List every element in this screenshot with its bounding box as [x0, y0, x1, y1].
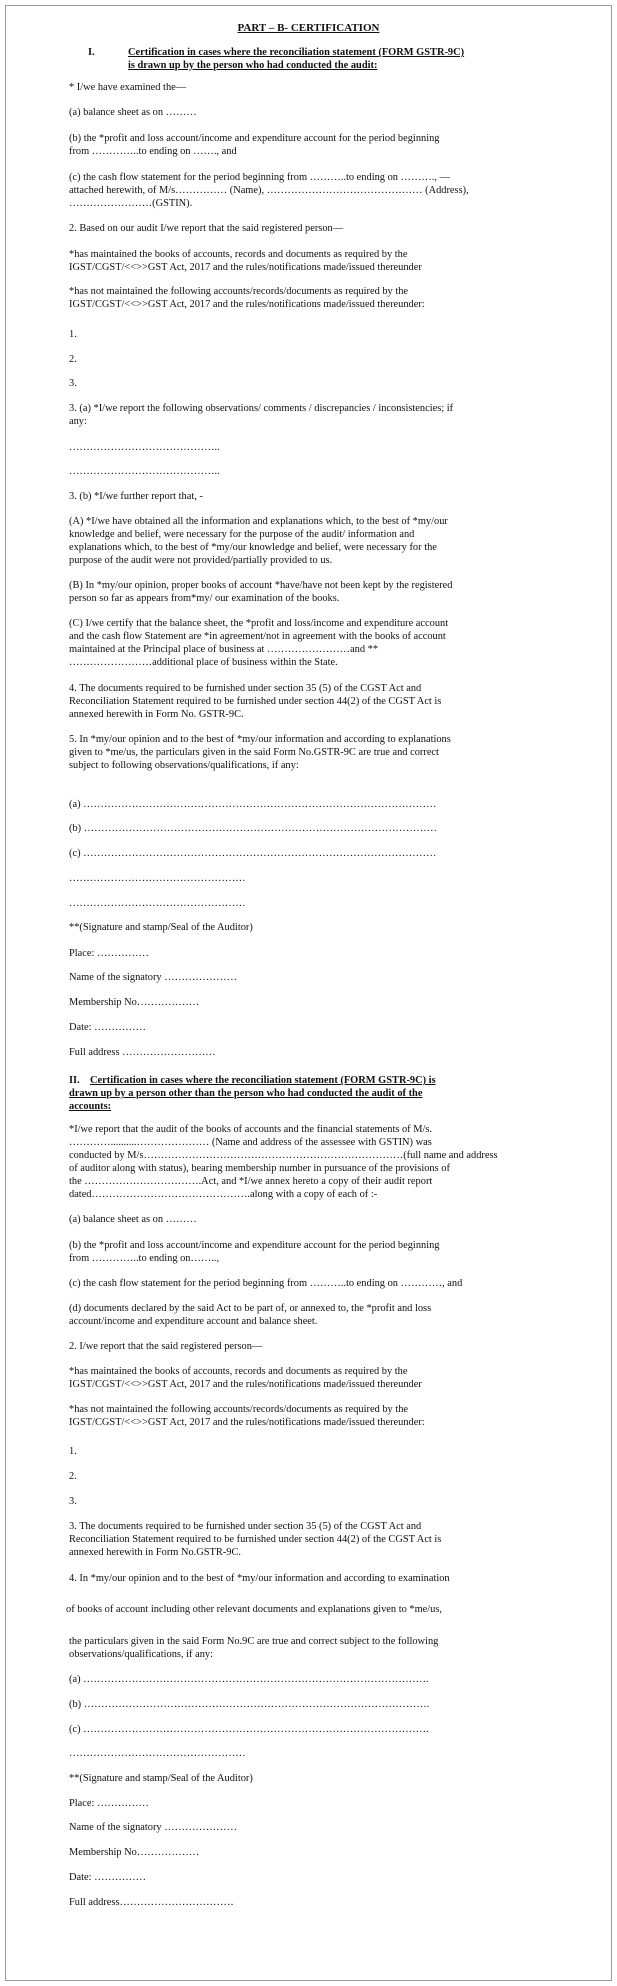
observations-line1: 3. (a) *I/we report the following observations/ comments / discrepancies / inconsistencies; if [69, 403, 454, 414]
s2-para-3-line1: 3. The documents required to be furnished under section 35 (5) of the CGST Act and [69, 1521, 422, 1532]
s2-para-4-line2: of books of account including other relevant documents and explanations given to *me/us, [66, 1604, 442, 1615]
section1-heading-line2: is drawn up by the person who had conducted the audit: [128, 60, 378, 71]
observation-a: (a) ………………………………………………………………………………………… [69, 799, 437, 810]
observations-dots1: …………………………………….. [69, 442, 220, 453]
list-item-1: 1. [69, 329, 77, 340]
section2-heading-line2: drawn up by a person other than the person who had conducted the audit of the [69, 1088, 423, 1099]
s2-signature-label: **(Signature and stamp/Seal of the Auditor) [69, 1773, 253, 1784]
s2-list-item-2: 2. [69, 1471, 77, 1482]
s2-has-maintained-line2: IGST/CGST/<<>>GST Act, 2017 and the rules/notifications made/issued thereunder [69, 1379, 422, 1390]
s2-has-maintained-line1: *has maintained the books of accounts, records and documents as required by the [69, 1366, 408, 1377]
s2-profit-loss-line2: from …………..to ending on…….., [69, 1253, 220, 1264]
s2-has-not-maintained-line1: *has not maintained the following accounts/records/documents as required by the [69, 1404, 409, 1415]
para-A-line1: (A) *I/we have obtained all the information and explanations which, to the best of *my/our [69, 516, 448, 527]
s2-signatory-name-field: Name of the signatory ………………… [69, 1822, 237, 1833]
has-not-maintained-line2: IGST/CGST/<<>>GST Act, 2017 and the rules/notifications made/issued thereunder: [69, 299, 425, 310]
section1-number: I. [88, 47, 95, 58]
para-B-line1: (B) In *my/our opinion, proper books of account *have/have not been kept by the registered [69, 580, 453, 591]
para-A-line2: knowledge and belief, were necessary for the purpose of the audit/ information and [69, 529, 415, 540]
address-field: Full address ……………………… [69, 1047, 216, 1058]
has-maintained-line1: *has maintained the books of accounts, records and documents as required by the [69, 249, 408, 260]
based-on-audit: 2. Based on our audit I/we report that the said registered person— [69, 223, 344, 234]
observation-dots2: …………………………………………… [69, 898, 246, 909]
further-report: 3. (b) *I/we further report that, - [69, 491, 203, 502]
s2-para-4-line4: observations/qualifications, if any: [69, 1649, 213, 1660]
s2-profit-loss-line1: (b) the *profit and loss account/income and expenditure account for the period beginning [69, 1240, 440, 1251]
s2-para-3-line2: Reconciliation Statement required to be furnished under section 44(2) of the CGST Act is [69, 1534, 442, 1545]
section2-heading-line1: Certification in cases where the reconciliation statement (FORM GSTR-9C) is [90, 1075, 436, 1086]
para-5-line1: 5. In *my/our opinion and to the best of *my/our information and according to explanations [69, 734, 451, 745]
place-field: Place: …………… [69, 948, 149, 959]
s2-documents-line1: (d) documents declared by the said Act to be part of, or annexed to, the *profit and loss [69, 1303, 432, 1314]
cash-flow-line3: ……………………(GSTIN). [69, 198, 193, 209]
report-line4: of auditor along with status), bearing membership number in pursuance of the provisions of [69, 1163, 450, 1174]
s2-balance-sheet-line: (a) balance sheet as on ……… [69, 1214, 197, 1225]
examined-text: * I/we have examined the— [69, 82, 187, 93]
para-C-line2: and the cash flow Statement are *in agreement/not in agreement with the books of account [69, 631, 446, 642]
observations-line2: any: [69, 416, 87, 427]
date-field: Date: …………… [69, 1022, 147, 1033]
s2-list-item-1: 1. [69, 1446, 77, 1457]
s2-observation-a: (a) ………………………………………………………………………………………. [69, 1674, 429, 1685]
section2-heading-line3: accounts: [69, 1101, 112, 1112]
s2-para-3-line3: annexed herewith in Form No.GSTR-9C. [69, 1547, 241, 1558]
list-item-2: 2. [69, 354, 77, 365]
signature-label: **(Signature and stamp/Seal of the Auditor) [69, 922, 253, 933]
s2-place-field: Place: …………… [69, 1798, 149, 1809]
has-maintained-line2: IGST/CGST/<<>>GST Act, 2017 and the rules/notifications made/issued thereunder [69, 262, 422, 273]
report-line2: …………..........………………… (Name and address of the assessee with GSTIN) was [69, 1137, 432, 1148]
s2-report-registered: 2. I/we report that the said registered person— [69, 1341, 263, 1352]
s2-observation-c: (c) ………………………………………………………………………………………. [69, 1724, 429, 1735]
s2-date-field: Date: …………… [69, 1872, 147, 1883]
s2-documents-line2: account/income and expenditure account and balance sheet. [69, 1316, 318, 1327]
cash-flow-line1: (c) the cash flow statement for the period beginning from ………..to ending on ………., — [69, 172, 450, 183]
profit-loss-line1: (b) the *profit and loss account/income and expenditure account for the period beginning [69, 133, 440, 144]
s2-observation-b: (b) ………………………………………………………………………………………. [69, 1699, 430, 1710]
observations-dots2: …………………………………….. [69, 466, 220, 477]
observation-b: (b) ………………………………………………………………………………………… [69, 823, 437, 834]
list-item-3: 3. [69, 378, 77, 389]
page-title: PART – B- CERTIFICATION [237, 22, 380, 34]
s2-observation-dots: …………………………………………… [69, 1748, 246, 1759]
para-C-line1: (C) I/we certify that the balance sheet, the *profit and loss/income and expenditure account [69, 618, 449, 629]
para-B-line2: person so far as appears from*my/ our examination of the books. [69, 593, 340, 604]
para-C-line3: maintained at the Principal place of business at ……………………and ** [69, 644, 379, 655]
s2-address-field: Full address…………………………… [69, 1897, 234, 1908]
para-5-line3: subject to following observations/qualifications, if any: [69, 760, 299, 771]
para-4-line1: 4. The documents required to be furnished under section 35 (5) of the CGST Act and [69, 683, 422, 694]
s2-para-4-line3: the particulars given in the said Form No.9C are true and correct subject to the following [69, 1636, 439, 1647]
para-C-line4: ……………………additional place of business within the State. [69, 657, 338, 668]
s2-list-item-3: 3. [69, 1496, 77, 1507]
membership-field: Membership No……………… [69, 997, 200, 1008]
observation-dots1: …………………………………………… [69, 873, 246, 884]
report-line6: dated……………………………………….along with a copy of each of :- [69, 1189, 378, 1200]
section2-number: II. [69, 1075, 80, 1086]
report-line1: *I/we report that the audit of the books of accounts and the financial statements of M/s. [69, 1124, 432, 1135]
observation-c: (c) ………………………………………………………………………………………… [69, 848, 437, 859]
para-5-line2: given to *me/us, the particulars given in the said Form No.GSTR-9C are true and correct [69, 747, 439, 758]
report-line5: the …………………………….Act, and *I/we annex hereto a copy of their audit report [69, 1176, 433, 1187]
para-4-line3: annexed herewith in Form No. GSTR-9C. [69, 709, 244, 720]
has-not-maintained-line1: *has not maintained the following accounts/records/documents as required by the [69, 286, 409, 297]
profit-loss-line2: from …………..to ending on ……., and [69, 146, 237, 157]
s2-has-not-maintained-line2: IGST/CGST/<<>>GST Act, 2017 and the rules/notifications made/issued thereunder: [69, 1417, 425, 1428]
balance-sheet-line: (a) balance sheet as on ……… [69, 107, 197, 118]
para-A-line3: explanations which, to the best of *my/our knowledge and belief, were necessary for the [69, 542, 437, 553]
s2-para-4-line1: 4. In *my/our opinion and to the best of *my/our information and according to examination [69, 1573, 450, 1584]
signatory-name-field: Name of the signatory ………………… [69, 972, 237, 983]
para-4-line2: Reconciliation Statement required to be furnished under section 44(2) of the CGST Act is [69, 696, 442, 707]
section1-heading-line1: Certification in cases where the reconciliation statement (FORM GSTR-9C) [128, 47, 465, 58]
s2-cash-flow-line: (c) the cash flow statement for the period beginning from ………..to ending on …………, and [69, 1278, 463, 1289]
report-line3: conducted by M/s…………………………………………………………………(full name and address [69, 1150, 498, 1161]
s2-membership-field: Membership No……………… [69, 1847, 200, 1858]
para-A-line4: purpose of the audit were not provided/partially provided to us. [69, 555, 333, 566]
cash-flow-line2: attached herewith, of M/s…………… (Name), ……………………………………… (Address), [69, 185, 469, 196]
